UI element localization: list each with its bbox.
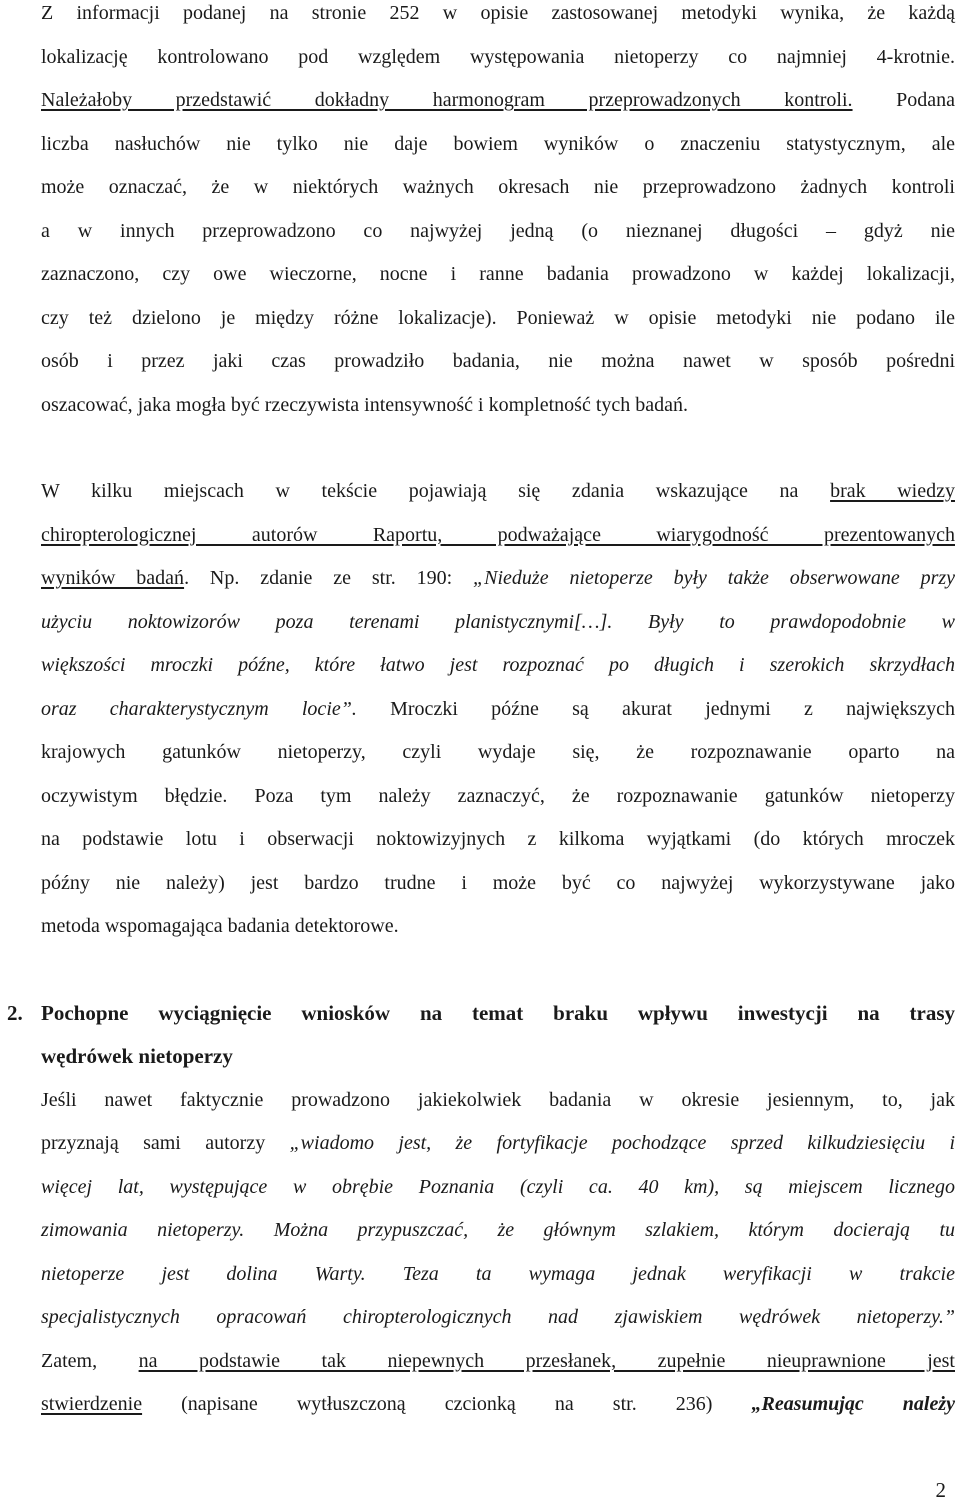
- section-heading: [7, 992, 955, 1079]
- quote-text: oraz charakterystycznym locie”.: [41, 697, 357, 720]
- text-line: zaznaczono, czy owe wieczorne, nocne i ranne badania prowadzono w każdej lokalizacji,: [41, 263, 955, 285]
- text-line: osób i przez jaki czas prowadziło badania, nie można nawet w sposób pośredni: [41, 350, 955, 372]
- text-line: metoda wspomagająca badania detektorowe.: [41, 915, 399, 937]
- document-page: [7, 0, 956, 1427]
- text-line: na podstawie lotu i obserwacji noktowizyjnych z kilkoma wyjątkami (do których mroczek: [41, 828, 955, 850]
- text-run: przyznają sami autorzy: [41, 1132, 290, 1154]
- quote-text: „wiadomo jest, że fortyfikacje pochodzące sprzed kilkudziesięciu i: [289, 1132, 956, 1154]
- text-line: późny nie należy) jest bardzo trudne i może być co najwyżej wykorzystywane jako: [41, 871, 955, 894]
- underlined-text: brak wiedzy: [830, 480, 955, 502]
- text-line: może oznaczać, że w niektórych ważnych okresach nie przeprowadzono żadnych kontroli: [41, 176, 955, 198]
- text-run: (napisane wytłuszczoną czcionką na str. 236): [142, 1393, 752, 1415]
- quote-text: „Reasumując należy: [751, 1393, 955, 1415]
- text-run: Zatem,: [41, 1349, 139, 1372]
- text-line: a w innych przeprowadzono co najwyżej jedną (o nieznanej długości – gdyż nie: [41, 219, 955, 242]
- text-line: Jeśli nawet faktycznie prowadzono jakiekolwiek badania w okresie jesiennym, to, jak: [41, 1088, 955, 1111]
- text-line: [41, 470, 955, 514]
- text-line: lokalizację kontrolowano pod względem występowania nietoperzy co najmniej 4-krotnie.: [41, 45, 955, 68]
- text-line: [41, 688, 955, 732]
- section-number: 2.: [7, 1000, 23, 1025]
- page-number: 2: [935, 1478, 946, 1502]
- underlined-text: chiropterologicznej autorów Raportu, podważające wiarygodność prezentowanych: [41, 523, 955, 546]
- text-line: czy też dzielono je między różne lokalizacje). Ponieważ w opisie metodyki nie podano ile: [41, 306, 955, 329]
- heading-line: wędrówek nietoperzy: [41, 1044, 233, 1068]
- underlined-text: na podstawie tak niepewnych przesłanek, zupełnie nieuprawnione jest: [138, 1349, 955, 1372]
- underlined-text: wyników badań: [41, 567, 185, 589]
- quote-text: „Nieduże nietoperze były także obserwowane przy: [473, 567, 956, 589]
- paragraph-2: [41, 470, 955, 949]
- text-run: Podana: [852, 89, 955, 111]
- text-line: [41, 1340, 955, 1384]
- text-run: . Np. zdanie ze str. 190:: [184, 567, 474, 589]
- text-run: Mroczki późne są akurat jednymi z największych: [356, 697, 955, 720]
- text-line: [41, 1122, 955, 1166]
- text-line: [41, 1296, 955, 1340]
- text-line: oszacować, jaka mogła być rzeczywista intensywność i kompletność tych badań.: [41, 393, 689, 416]
- quote-text: zimowania nietoperzy. Można przypuszczać, że głównym szlakiem, którym docierają tu: [41, 1219, 955, 1241]
- heading-line: Pochopne wyciągnięcie wniosków na temat braku wpływu inwestycji na trasy: [41, 1000, 955, 1025]
- underlined-text: Należałoby przedstawić dokładny harmonogram przeprowadzonych kontroli.: [41, 89, 853, 111]
- quote-text: więcej lat, występujące w obrębie Poznania (czyli ca. 40 km), są miejscem licznego: [41, 1175, 955, 1198]
- text-line: Z informacji podanej na stronie 252 w opisie zastosowanej metodyki wynika, że każdą: [41, 2, 955, 24]
- text-line: [41, 514, 955, 558]
- text-line: [41, 1166, 955, 1210]
- text-line: [41, 644, 955, 688]
- text-line: [41, 1209, 955, 1253]
- quote-text: nietoperze jest dolina Warty. Teza ta wymaga jednak weryfikacji w trakcie: [41, 1262, 955, 1285]
- quote-text: użyciu noktowizorów poza terenami planistycznymi[…]. Były to prawdopodobnie w: [41, 610, 955, 633]
- text-run: W kilku miejscach w tekście pojawiają się zdania wskazujące na: [41, 480, 831, 502]
- text-line: [41, 557, 955, 601]
- text-line: liczba nasłuchów nie tylko nie daje bowiem wyników o znaczeniu statystycznym, ale: [41, 132, 955, 155]
- paragraph-3: [41, 1079, 955, 1427]
- text-line: [41, 1253, 955, 1297]
- text-line: [41, 601, 955, 645]
- quote-text: większości mroczki późne, które łatwo jest rozpoznać po długich i szerokich skrzydłach: [41, 654, 955, 676]
- text-line: [41, 1383, 955, 1427]
- paragraph-1: [41, 0, 955, 427]
- text-line: [41, 79, 955, 123]
- quote-text: specjalistycznych opracowań chiropterologicznych nad zjawiskiem wędrówek nietoperzy.”: [41, 1306, 955, 1328]
- text-line: oczywistym błędzie. Poza tym należy zaznaczyć, że rozpoznawanie gatunków nietoperzy: [41, 784, 955, 807]
- underlined-text: stwierdzenie: [41, 1393, 143, 1415]
- text-line: krajowych gatunków nietoperzy, czyli wydaje się, że rozpoznawanie oparto na: [41, 741, 955, 763]
